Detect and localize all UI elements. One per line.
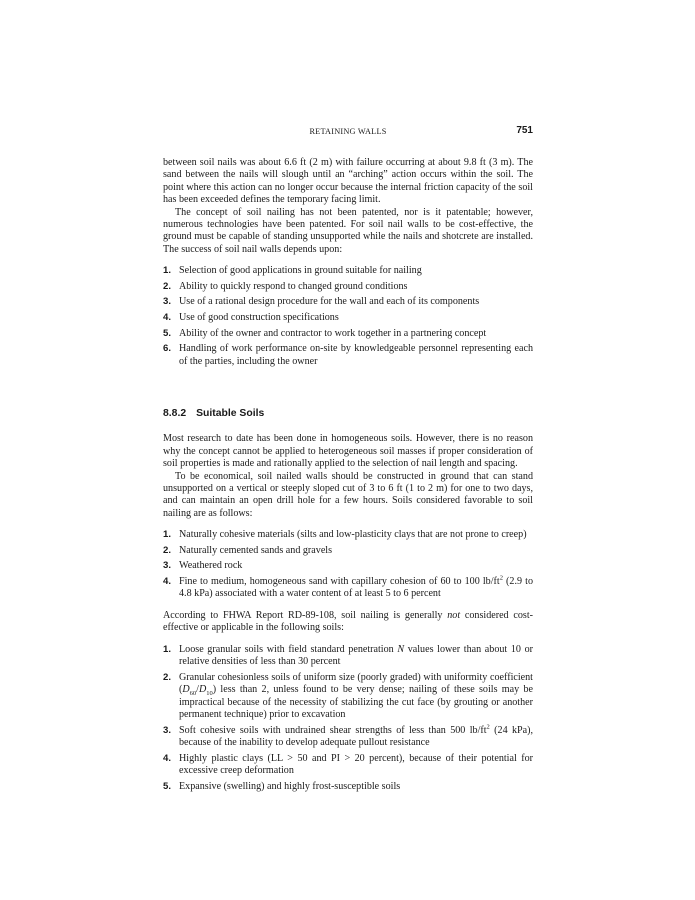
list-text: Use of a rational design procedure for the wall and each of its components xyxy=(179,296,480,308)
list-text: Naturally cemented sands and gravels xyxy=(179,544,333,556)
list-item xyxy=(163,545,533,557)
list-item xyxy=(163,312,533,324)
list-number: 5. xyxy=(163,327,172,339)
superscript: 2 xyxy=(486,723,490,731)
success-factors-list xyxy=(163,265,533,368)
paragraph: The concept of soil nailing has not been patented, nor is it patentable; however, numerous technologies have been patented. For soil nail walls to be cost-effective, the ground must be capable of standing unsupported while the nails and shotcrete are installed. The success of soil nail walls depends upon: xyxy=(163,206,533,255)
variable: D xyxy=(198,684,207,696)
list-text: Handling of work performance on-site by knowledgeable personnel representing each of the parties, including the owner xyxy=(179,343,533,367)
list-text: Fine to medium, homogeneous sand with capillary cohesion of 60 to 100 lb/ft xyxy=(179,576,500,588)
list-number: 6. xyxy=(163,343,172,355)
list-text: Use of good construction specifications xyxy=(179,312,339,324)
favorable-soils-list xyxy=(163,529,533,601)
list-number: 5. xyxy=(163,780,172,792)
paragraph xyxy=(163,610,533,635)
text-run: According to FHWA Report RD-89-108, soil nailing is generally xyxy=(163,609,448,621)
superscript: 2 xyxy=(499,574,503,582)
document-page xyxy=(163,125,533,796)
list-item xyxy=(163,560,533,572)
subscript: 10 xyxy=(206,690,213,698)
list-number: 4. xyxy=(163,752,172,764)
list-item xyxy=(163,296,533,308)
variable: D xyxy=(182,684,190,696)
list-item xyxy=(163,265,533,277)
list-number: 4. xyxy=(163,312,172,324)
list-item xyxy=(163,576,533,601)
list-text: (2.9 to 4.8 kPa) associated with a water content of at least 5 to 6 percent xyxy=(179,576,533,600)
list-text: Highly plastic clays (LL > 50 and PI > 20 percent), because of their potential for excessive creep deformation xyxy=(179,752,533,776)
list-number: 3. xyxy=(163,296,172,308)
paragraph: To be economical, soil nailed walls should be constructed in ground that can stand unsupported on a vertical or steeply sloped cut of 3 to 6 ft (1 to 2 m) for one to two days, and can maintain an open drill hole for a few hours. Soils considered favorable to soil nailing are as follows: xyxy=(163,470,533,519)
list-text: Expansive (swelling) and highly frost-susceptible soils xyxy=(179,780,401,792)
list-item xyxy=(163,281,533,293)
list-text: Ability of the owner and contractor to work together in a partnering concept xyxy=(179,327,487,339)
list-number: 1. xyxy=(163,529,172,541)
list-item xyxy=(163,644,533,669)
list-text: ) less than 2, unless found to be very dense; nailing of these soils may be impractical because of the necessity of stabilizing the cut face (by grouting or another permanent technique) prior to excavation xyxy=(179,684,533,720)
emphasis: not xyxy=(447,609,461,621)
text-run: / xyxy=(196,684,199,696)
list-text: Weathered rock xyxy=(179,560,243,572)
list-number: 1. xyxy=(163,643,172,655)
paragraph: Most research to date has been done in homogeneous soils. However, there is no reason why the concept cannot be applied to heterogeneous soil masses if proper consideration of soil properties is made and rationally applied to the selection of nail length and spacing. xyxy=(163,433,533,470)
list-text: Ability to quickly respond to changed ground conditions xyxy=(179,280,408,292)
list-item xyxy=(163,753,533,778)
unsuitable-soils-list xyxy=(163,644,533,793)
list-item xyxy=(163,725,533,750)
list-number: 4. xyxy=(163,576,172,588)
list-text: Granular cohesionless soils of uniform size (poorly graded) with uniformity coefficient ( xyxy=(179,671,533,696)
paragraph: between soil nails was about 6.6 ft (2 m) with failure occurring at about 9.8 ft (3 m). The sand between the nails will slough until an “arching” action occurs within the soil. The point where this action can no longer occur because the internal friction capacity of the soil has been exceeded defines the temporary facing limit. xyxy=(163,157,533,206)
body-text xyxy=(163,157,533,793)
list-number: 2. xyxy=(163,280,172,292)
text-run: considered cost-effective or applicable in the following soils: xyxy=(163,609,533,634)
list-text: Soft cohesive soils with undrained shear strengths of less than 500 lb/ft xyxy=(179,724,487,736)
page-number: 751 xyxy=(516,125,533,136)
list-number: 2. xyxy=(163,671,172,683)
list-item xyxy=(163,529,533,541)
running-title: RETAINING WALLS xyxy=(309,127,387,136)
section-title: Suitable Soils xyxy=(196,408,265,420)
list-text: values lower than about 10 or relative densities of less than 30 percent xyxy=(179,643,533,668)
list-text: Selection of good applications in ground suitable for nailing xyxy=(179,265,422,277)
variable: N xyxy=(397,643,405,655)
section-number: 8.8.2 xyxy=(163,408,187,420)
list-item xyxy=(163,781,533,793)
subscript: 60 xyxy=(189,690,197,698)
list-number: 1. xyxy=(163,265,172,277)
list-text: (24 kPa), because of the inability to develop adequate pullout resistance xyxy=(179,724,533,748)
list-text: Naturally cohesive materials (silts and low-plasticity clays that are not prone to creep) xyxy=(179,529,527,541)
list-number: 3. xyxy=(163,724,172,736)
running-header xyxy=(163,125,533,139)
list-item xyxy=(163,328,533,340)
list-number: 3. xyxy=(163,560,172,572)
list-item xyxy=(163,672,533,722)
list-text: Loose granular soils with field standard penetration xyxy=(179,643,398,655)
section-heading xyxy=(163,408,533,420)
list-number: 2. xyxy=(163,544,172,556)
list-item xyxy=(163,343,533,368)
